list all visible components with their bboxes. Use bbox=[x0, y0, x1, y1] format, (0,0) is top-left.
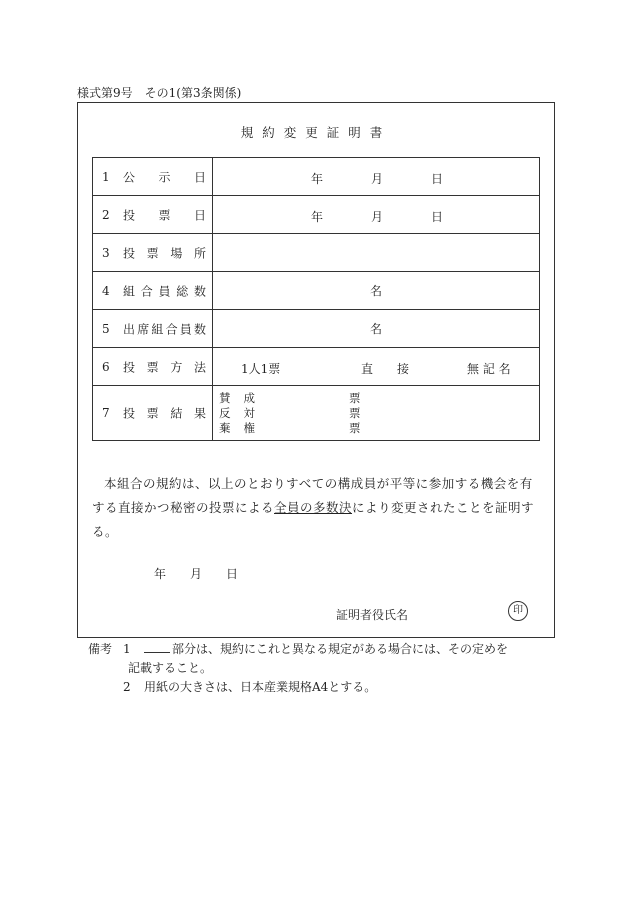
row-label-cell bbox=[93, 386, 213, 441]
seal-stamp: 印 bbox=[508, 601, 528, 621]
votes-unit: 票 bbox=[349, 405, 361, 420]
statement-text: 本組合の規約は、以上のとおりすべての構成員が平等に参加する機会を有する直接かつ秘密の投票による bbox=[92, 476, 533, 515]
row-label-cell bbox=[93, 310, 213, 348]
label-char: 所 bbox=[193, 246, 206, 260]
row-label bbox=[123, 320, 206, 337]
label-char: 席 bbox=[137, 322, 150, 336]
label-char: 票 bbox=[146, 406, 159, 421]
table-row bbox=[93, 272, 540, 310]
result-abstain-line bbox=[219, 421, 539, 436]
label-char: 組 bbox=[151, 322, 164, 336]
row-label bbox=[123, 244, 206, 261]
row-number: 1 bbox=[102, 169, 110, 184]
label-char: 数 bbox=[193, 322, 206, 336]
table-row bbox=[93, 158, 540, 196]
total-members-cell[interactable] bbox=[213, 272, 540, 310]
label-char: 権 bbox=[243, 420, 255, 435]
label-char: 対 bbox=[243, 405, 255, 420]
row-label bbox=[123, 405, 206, 422]
result-oppose-line bbox=[219, 406, 539, 421]
year-unit: 年 bbox=[311, 209, 324, 224]
certificate-table bbox=[92, 157, 540, 441]
month-unit: 月 bbox=[371, 171, 384, 186]
document-title: 規約変更証明書 bbox=[240, 125, 392, 140]
label-char: 投 bbox=[123, 360, 136, 374]
label-char: 票 bbox=[146, 246, 159, 260]
direct-option[interactable]: 直 接 bbox=[361, 361, 410, 376]
note-1 bbox=[144, 640, 508, 659]
label-char: 法 bbox=[193, 360, 206, 374]
persons-unit: 名 bbox=[369, 322, 382, 336]
announcement-date-cell[interactable] bbox=[213, 158, 540, 196]
label-char: 方 bbox=[170, 360, 183, 374]
voting-method-cell bbox=[213, 348, 540, 386]
label-char: 出 bbox=[123, 322, 136, 336]
voting-place-cell[interactable] bbox=[213, 234, 540, 272]
label-char: 員 bbox=[158, 284, 171, 298]
voting-results-cell[interactable] bbox=[213, 386, 540, 441]
row-label-cell bbox=[93, 348, 213, 386]
label-char: 成 bbox=[243, 390, 255, 405]
one-vote-option[interactable]: 1人1票 bbox=[241, 361, 281, 376]
cert-month-unit: 月 bbox=[190, 567, 203, 581]
persons-unit: 名 bbox=[369, 284, 382, 298]
note-1-continued: 記載すること。 bbox=[128, 661, 213, 675]
row-label-cell bbox=[93, 234, 213, 272]
year-unit: 年 bbox=[311, 171, 324, 186]
label-char: 日 bbox=[193, 208, 206, 222]
label-char: 賛 bbox=[219, 390, 231, 405]
row-number: 7 bbox=[102, 406, 110, 420]
row-label-cell bbox=[93, 272, 213, 310]
secret-ballot-option[interactable]: 無 記 名 bbox=[467, 361, 511, 376]
note-1-text: 部分は、規約にこれと異なる規定がある場合には、その定めを bbox=[172, 642, 509, 656]
label-char: 票 bbox=[146, 360, 159, 374]
label-char: 結 bbox=[170, 406, 183, 421]
attending-members-cell[interactable] bbox=[213, 310, 540, 348]
label-char: 示 bbox=[158, 170, 171, 184]
signer-name-label: 証明者役氏名 bbox=[336, 608, 409, 622]
note-number: 2 bbox=[123, 680, 131, 694]
voting-date-cell[interactable] bbox=[213, 196, 540, 234]
result-approve-line bbox=[219, 391, 539, 406]
month-unit: 月 bbox=[371, 209, 384, 224]
label-char: 総 bbox=[176, 284, 189, 298]
label-char: 数 bbox=[193, 284, 206, 298]
row-label bbox=[123, 358, 206, 375]
row-number: 5 bbox=[102, 321, 110, 336]
label-char: 投 bbox=[123, 208, 136, 222]
table-row bbox=[93, 348, 540, 386]
day-unit: 日 bbox=[431, 171, 444, 186]
day-unit: 日 bbox=[431, 209, 444, 224]
label-char: 投 bbox=[123, 406, 136, 421]
certification-statement bbox=[92, 472, 542, 544]
cert-day-unit: 日 bbox=[226, 567, 239, 581]
label-char: 員 bbox=[179, 322, 192, 336]
form-number-label: 様式第9号 その1(第3条関係) bbox=[77, 86, 242, 100]
row-number: 3 bbox=[102, 245, 110, 260]
row-label-cell bbox=[93, 196, 213, 234]
table-row bbox=[93, 196, 540, 234]
row-label-cell bbox=[93, 158, 213, 196]
label-char: 票 bbox=[158, 208, 171, 222]
label-char: 反 bbox=[219, 405, 231, 420]
statement-underlined-text: 全員の多数決 bbox=[274, 500, 353, 515]
table-row bbox=[93, 234, 540, 272]
votes-unit: 票 bbox=[349, 390, 361, 405]
label-char: 棄 bbox=[219, 420, 231, 435]
row-number: 6 bbox=[102, 359, 110, 374]
row-number: 2 bbox=[102, 207, 110, 222]
row-number: 4 bbox=[102, 283, 110, 298]
label-char: 日 bbox=[193, 170, 206, 184]
cert-year-unit: 年 bbox=[154, 567, 167, 581]
note-number: 1 bbox=[123, 642, 131, 656]
label-char: 果 bbox=[193, 406, 206, 421]
table-row bbox=[93, 310, 540, 348]
statement-text: により変更されたことを証明する。 bbox=[92, 500, 535, 539]
label-char: 場 bbox=[170, 246, 183, 260]
notes-heading: 備考 bbox=[88, 642, 113, 656]
blank-underline-sample bbox=[144, 642, 170, 653]
row-label bbox=[123, 168, 206, 185]
label-char: 合 bbox=[165, 322, 178, 336]
note-2-text: 用紙の大きさは、日本産業規格A4とする。 bbox=[144, 680, 377, 694]
label-char: 合 bbox=[140, 284, 153, 298]
label-char: 組 bbox=[123, 284, 136, 298]
label-char: 投 bbox=[123, 246, 136, 260]
row-label bbox=[123, 282, 206, 299]
row-label bbox=[123, 206, 206, 223]
label-char: 公 bbox=[123, 170, 136, 184]
table-row bbox=[93, 386, 540, 441]
votes-unit: 票 bbox=[349, 420, 361, 435]
